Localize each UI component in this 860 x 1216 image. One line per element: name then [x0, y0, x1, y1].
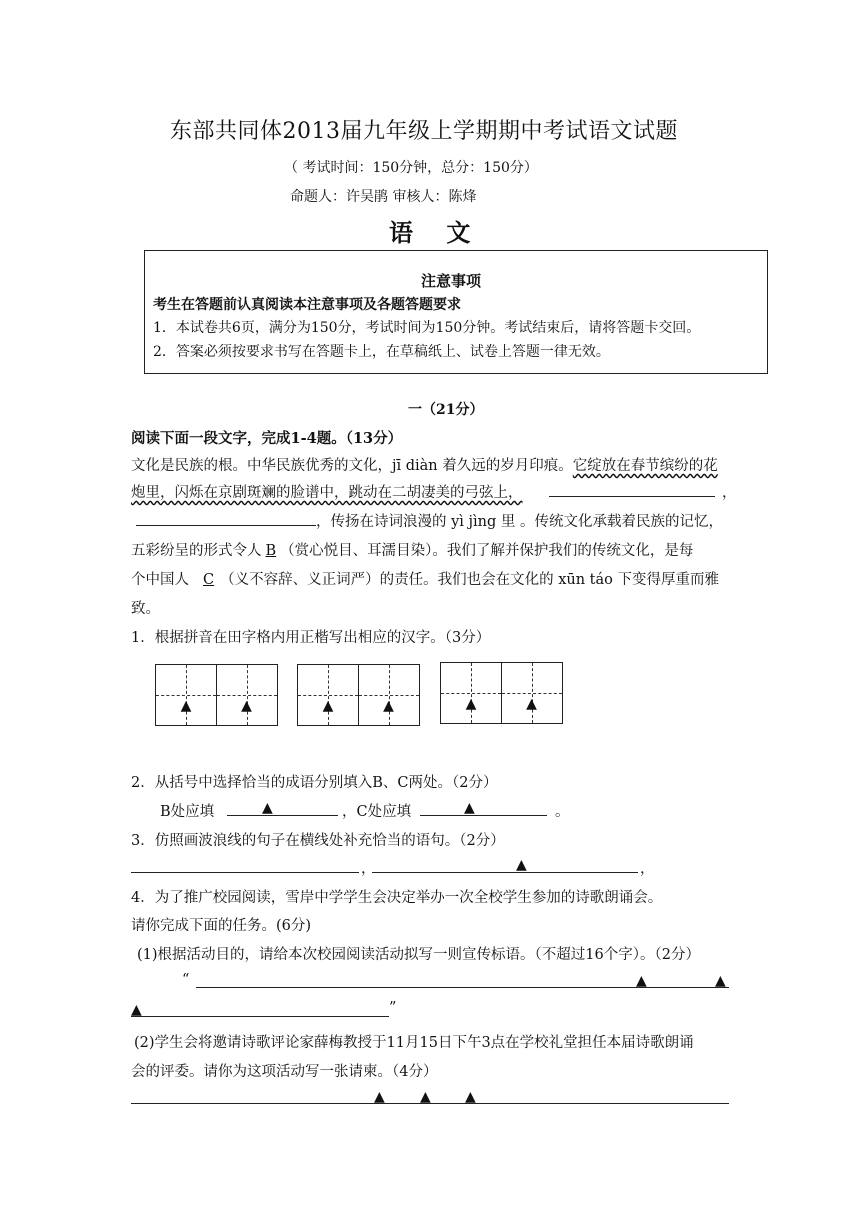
section-heading: 一（21分） — [408, 402, 484, 418]
question-2: 2．从括号中选择恰当的成语分别填入B、C两处。（2分） — [131, 775, 498, 791]
triangle-icon: ▲ — [465, 1089, 476, 1105]
q2-end: 。 — [555, 804, 570, 820]
notice-subheading: 考生在答题前认真阅读本注意事项及各题答题要求 — [153, 297, 461, 313]
fill-blank-line[interactable] — [136, 525, 316, 526]
question-4-task: 请你完成下面的任务。(6分) — [131, 918, 312, 934]
question-4: 4．为了推广校园阅读，雪岸中学学生会决定举办一次全校学生参加的诗歌朗诵会。 — [131, 890, 663, 906]
question-4-2-line-2: 会的评委。请你为这项活动写一张请柬。（4分） — [131, 1064, 438, 1080]
section-instruction: 阅读下面一段文字，完成1-4题。（13分） — [131, 430, 403, 447]
notice-item-1: 1．本试卷共6页，满分为150分，考试时间为150分钟。考试结束后，请将答题卡交回。 — [153, 320, 701, 336]
slogan-answer-line-1[interactable] — [196, 987, 729, 988]
passage-line-3: ，传扬在诗词浪漫的 yì jìng 里 。传统文化承载着民族的记忆， — [316, 514, 724, 530]
q2-c-label: ，C处应填 — [342, 804, 412, 820]
exam-authors: 命题人：许吴鹃 审核人：陈烽 — [290, 189, 477, 205]
passage-line-2 — [131, 481, 523, 502]
exam-info: （ 考试时间：150分钟，总分：150分） — [284, 160, 538, 176]
triangle-icon: ▲ — [131, 1002, 142, 1018]
tianzige-group-2 — [297, 664, 420, 726]
tianzige-cell[interactable] — [297, 664, 359, 726]
tianzige-group-1 — [155, 664, 278, 726]
passage-line-6: 致。 — [131, 601, 160, 617]
triangle-icon: ▲ — [262, 800, 273, 816]
passage-text: 文化是民族的根。中华民族优秀的文化，jī diàn 着久远的岁月印痕。 — [131, 458, 573, 474]
passage-line-5 — [131, 568, 719, 589]
tianzige-cell[interactable] — [216, 664, 278, 726]
passage-text: 个中国人 — [131, 572, 189, 588]
slogan-answer-line-2[interactable] — [131, 1016, 389, 1017]
tianzige-cell[interactable] — [358, 664, 420, 726]
exam-title: 东部共同体2013届九年级上学期期中考试语文试题 — [170, 119, 678, 144]
question-4-1: (1)根据活动目的，请给本次校园阅读活动拟写一则宣传标语。（不超过16个字）。（2分） — [137, 947, 700, 963]
notice-item-2: 2．答案必须按要求书写在答题卡上，在草稿纸上、试卷上答题一律无效。 — [153, 344, 610, 360]
triangle-icon: ▲ — [464, 800, 475, 816]
q3-comma-1: ， — [361, 861, 376, 877]
triangle-icon: ▲ — [420, 1089, 431, 1105]
blank-c-marker: C — [203, 572, 215, 588]
question-3: 3．仿照画波浪线的句子在横线处补充恰当的语句。（2分） — [131, 833, 505, 849]
wavy-underlined-sentence-cont: 炮里，闪烁在京剧斑斓的脸谱中，跳动在二胡凄美的弓弦上， — [131, 485, 523, 501]
triangle-icon: ▲ — [516, 857, 527, 873]
fill-blank-line[interactable] — [549, 496, 715, 497]
q2-c-answer-line[interactable] — [420, 815, 547, 816]
triangle-icon: ▲ — [465, 696, 477, 712]
triangle-icon: ▲ — [636, 973, 647, 989]
tianzige-cell[interactable] — [440, 662, 502, 724]
passage-comma: ， — [722, 485, 737, 501]
question-4-2-line-1: (2)学生会将邀请诗歌评论家薛梅教授于11月15日下午3点在学校礼堂担任本届诗歌朗诵 — [134, 1035, 694, 1051]
tianzige-cell[interactable] — [155, 664, 217, 726]
triangle-icon: ▲ — [526, 696, 537, 712]
notice-heading: 注意事项 — [421, 272, 482, 290]
triangle-icon: ▲ — [383, 698, 394, 714]
blank-b-marker: B — [265, 543, 277, 559]
passage-text: 五彩纷呈的形式令人 — [131, 543, 262, 559]
quote-open: “ — [182, 972, 190, 988]
q2-b-answer-line[interactable] — [227, 815, 338, 816]
passage-text: （义不容辞、义正词严）的责任。我们也会在文化的 xūn táo 下变得厚重而雅 — [220, 572, 719, 588]
triangle-icon: ▲ — [241, 698, 252, 714]
subject-title: 语 文 — [389, 219, 471, 247]
quote-close: ” — [389, 1000, 397, 1016]
tianzige-cell[interactable] — [501, 662, 563, 724]
q2-b-label: B处应填 — [160, 804, 215, 820]
q3-answer-line-1[interactable] — [131, 872, 359, 873]
wavy-underlined-sentence: 它绽放在春节缤纷的花 — [572, 458, 718, 474]
triangle-icon: ▲ — [322, 698, 334, 714]
passage-text: （赏心悦目、耳濡目染）。我们了解并保护我们的传统文化，是每 — [280, 543, 694, 559]
triangle-icon: ▲ — [180, 698, 192, 714]
passage-line-4 — [131, 539, 693, 560]
tianzige-group-3 — [440, 662, 563, 724]
triangle-icon: ▲ — [374, 1089, 385, 1105]
q3-comma-2: ， — [640, 861, 655, 877]
q3-answer-line-2[interactable] — [372, 872, 638, 873]
question-1: 1．根据拼音在田字格内用正楷写出相应的汉字。（3分） — [131, 630, 491, 646]
triangle-icon: ▲ — [715, 973, 726, 989]
passage-line-1 — [131, 454, 718, 475]
